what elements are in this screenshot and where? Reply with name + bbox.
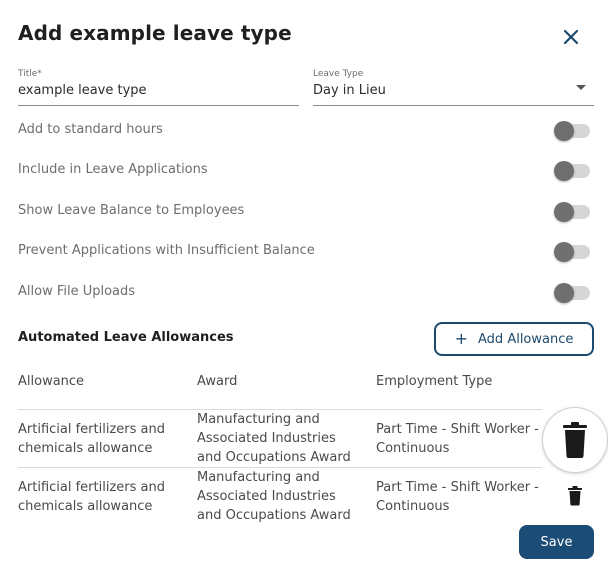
chevron-down-icon[interactable] [576,85,586,90]
prevent-insufficient-balance-toggle[interactable] [558,245,590,259]
toggle-knob [554,202,574,222]
add-allowance-label: Add Allowance [478,331,574,347]
toggle-knob [554,283,574,303]
title-field-value[interactable]: example leave type [18,83,147,98]
column-header-employment-type: Employment Type [376,374,493,389]
close-icon[interactable] [558,24,584,50]
toggle-label: Allow File Uploads [18,284,136,299]
allowances-heading: Automated Leave Allowances [18,330,234,345]
leave-type-value[interactable]: Day in Lieu [313,83,386,98]
award-cell: Manufacturing and Associated Industries and Occupations Award [197,470,351,523]
dialog-title: Add example leave type [18,21,292,45]
leave-type-select[interactable] [313,68,594,106]
toggle-knob [554,121,574,141]
add-to-standard-hours-toggle[interactable] [558,124,590,138]
column-header-allowance: Allowance [18,374,85,389]
title-field[interactable] [18,68,299,106]
toggle-knob [554,242,574,262]
title-field-label: Title* [18,69,42,79]
toggle-knob [554,161,574,181]
toggle-row-include-in-leave-applications [18,159,594,183]
toggle-row-show-leave-balance [18,200,594,224]
trash-icon [561,422,589,458]
allowance-cell: Artificial fertilizers and chemicals allowance [18,480,165,514]
trash-icon[interactable] [566,486,584,506]
save-button[interactable]: Save [519,525,594,559]
toggle-label: Add to standard hours [18,122,163,137]
include-in-leave-applications-toggle[interactable] [558,164,590,178]
employment-type-cell: Part Time - Shift Worker - Continuous [376,422,539,456]
leave-type-label: Leave Type [313,69,364,79]
toggle-label: Include in Leave Applications [18,162,208,177]
toggle-label: Show Leave Balance to Employees [18,203,245,218]
award-cell: Manufacturing and Associated Industries and Occupations Award [197,412,351,465]
toggle-label: Prevent Applications with Insufficient Balance [18,243,315,258]
toggle-row-prevent-insufficient-balance [18,240,594,264]
employment-type-cell: Part Time - Shift Worker - Continuous [376,480,539,514]
show-leave-balance-toggle[interactable] [558,205,590,219]
allowance-cell: Artificial fertilizers and chemicals allowance [18,422,165,456]
plus-icon: + [454,329,469,348]
toggle-row-add-to-standard-hours [18,119,594,143]
delete-allowance-button[interactable] [543,408,607,472]
add-allowance-button[interactable] [434,322,594,356]
column-header-award: Award [197,374,238,389]
allow-file-uploads-toggle[interactable] [558,286,590,300]
toggle-row-allow-file-uploads [18,281,594,305]
